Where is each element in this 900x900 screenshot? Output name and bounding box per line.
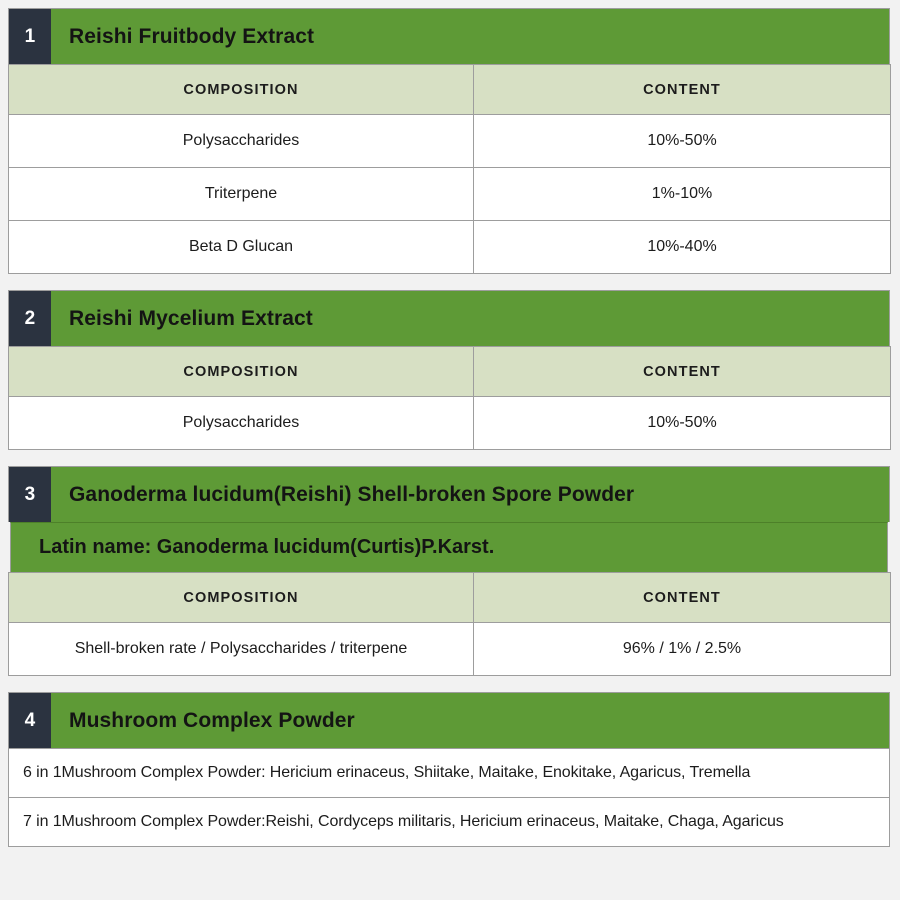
section-shell-broken-spore-powder (8, 466, 890, 676)
section-title-bar (8, 290, 890, 346)
composition-table (8, 346, 891, 450)
section-title: Reishi Mycelium Extract (69, 306, 313, 330)
section-title: Reishi Fruitbody Extract (69, 24, 315, 48)
table-row (9, 168, 891, 221)
cell-composition: Triterpene (9, 168, 474, 221)
cell-content: 10%-50% (474, 397, 891, 450)
section-mushroom-complex-powder (8, 692, 890, 847)
table-row (9, 221, 891, 274)
composition-table (8, 572, 891, 676)
cell-content: 1%-10% (474, 168, 891, 221)
table-row (9, 749, 890, 798)
cell-content: 96% / 1% / 2.5% (474, 623, 891, 676)
table-row (9, 397, 891, 450)
blend-list-table (8, 748, 890, 847)
section-reishi-mycelium-extract (8, 290, 890, 450)
section-number-badge: 2 (9, 291, 51, 346)
blend-line: 6 in 1Mushroom Complex Powder: Hericium erinaceus, Shiitake, Maitake, Enokitake, Agaricus, Tremella (9, 749, 890, 798)
table-row (9, 115, 891, 168)
section-number-badge: 4 (9, 693, 51, 748)
section-title-bar (8, 466, 890, 522)
cell-composition: Beta D Glucan (9, 221, 474, 274)
cell-content: 10%-40% (474, 221, 891, 274)
column-header-content: CONTENT (474, 573, 891, 623)
section-title-bar (8, 8, 890, 64)
column-header-content: CONTENT (474, 347, 891, 397)
section-title: Ganoderma lucidum(Reishi) Shell-broken Spore Powder (69, 482, 635, 506)
table-header-row (9, 347, 891, 397)
cell-composition: Polysaccharides (9, 397, 474, 450)
section-subtitle-latin-name: Latin name: Ganoderma lucidum(Curtis)P.Karst. (10, 522, 888, 572)
section-number-badge: 1 (9, 9, 51, 64)
blend-line: 7 in 1Mushroom Complex Powder:Reishi, Cordyceps militaris, Hericium erinaceus, Maitake, Chaga, Agaricus (9, 798, 890, 847)
section-number-badge: 3 (9, 467, 51, 522)
table-row (9, 798, 890, 847)
section-reishi-fruitbody-extract (8, 8, 890, 274)
cell-composition: Polysaccharides (9, 115, 474, 168)
table-row (9, 623, 891, 676)
column-header-composition: COMPOSITION (9, 347, 474, 397)
column-header-composition: COMPOSITION (9, 573, 474, 623)
cell-content: 10%-50% (474, 115, 891, 168)
column-header-composition: COMPOSITION (9, 65, 474, 115)
composition-table (8, 64, 891, 274)
section-title-bar (8, 692, 890, 748)
cell-composition: Shell-broken rate / Polysaccharides / triterpene (9, 623, 474, 676)
section-title: Mushroom Complex Powder (69, 708, 355, 732)
table-header-row (9, 65, 891, 115)
column-header-content: CONTENT (474, 65, 891, 115)
table-header-row (9, 573, 891, 623)
